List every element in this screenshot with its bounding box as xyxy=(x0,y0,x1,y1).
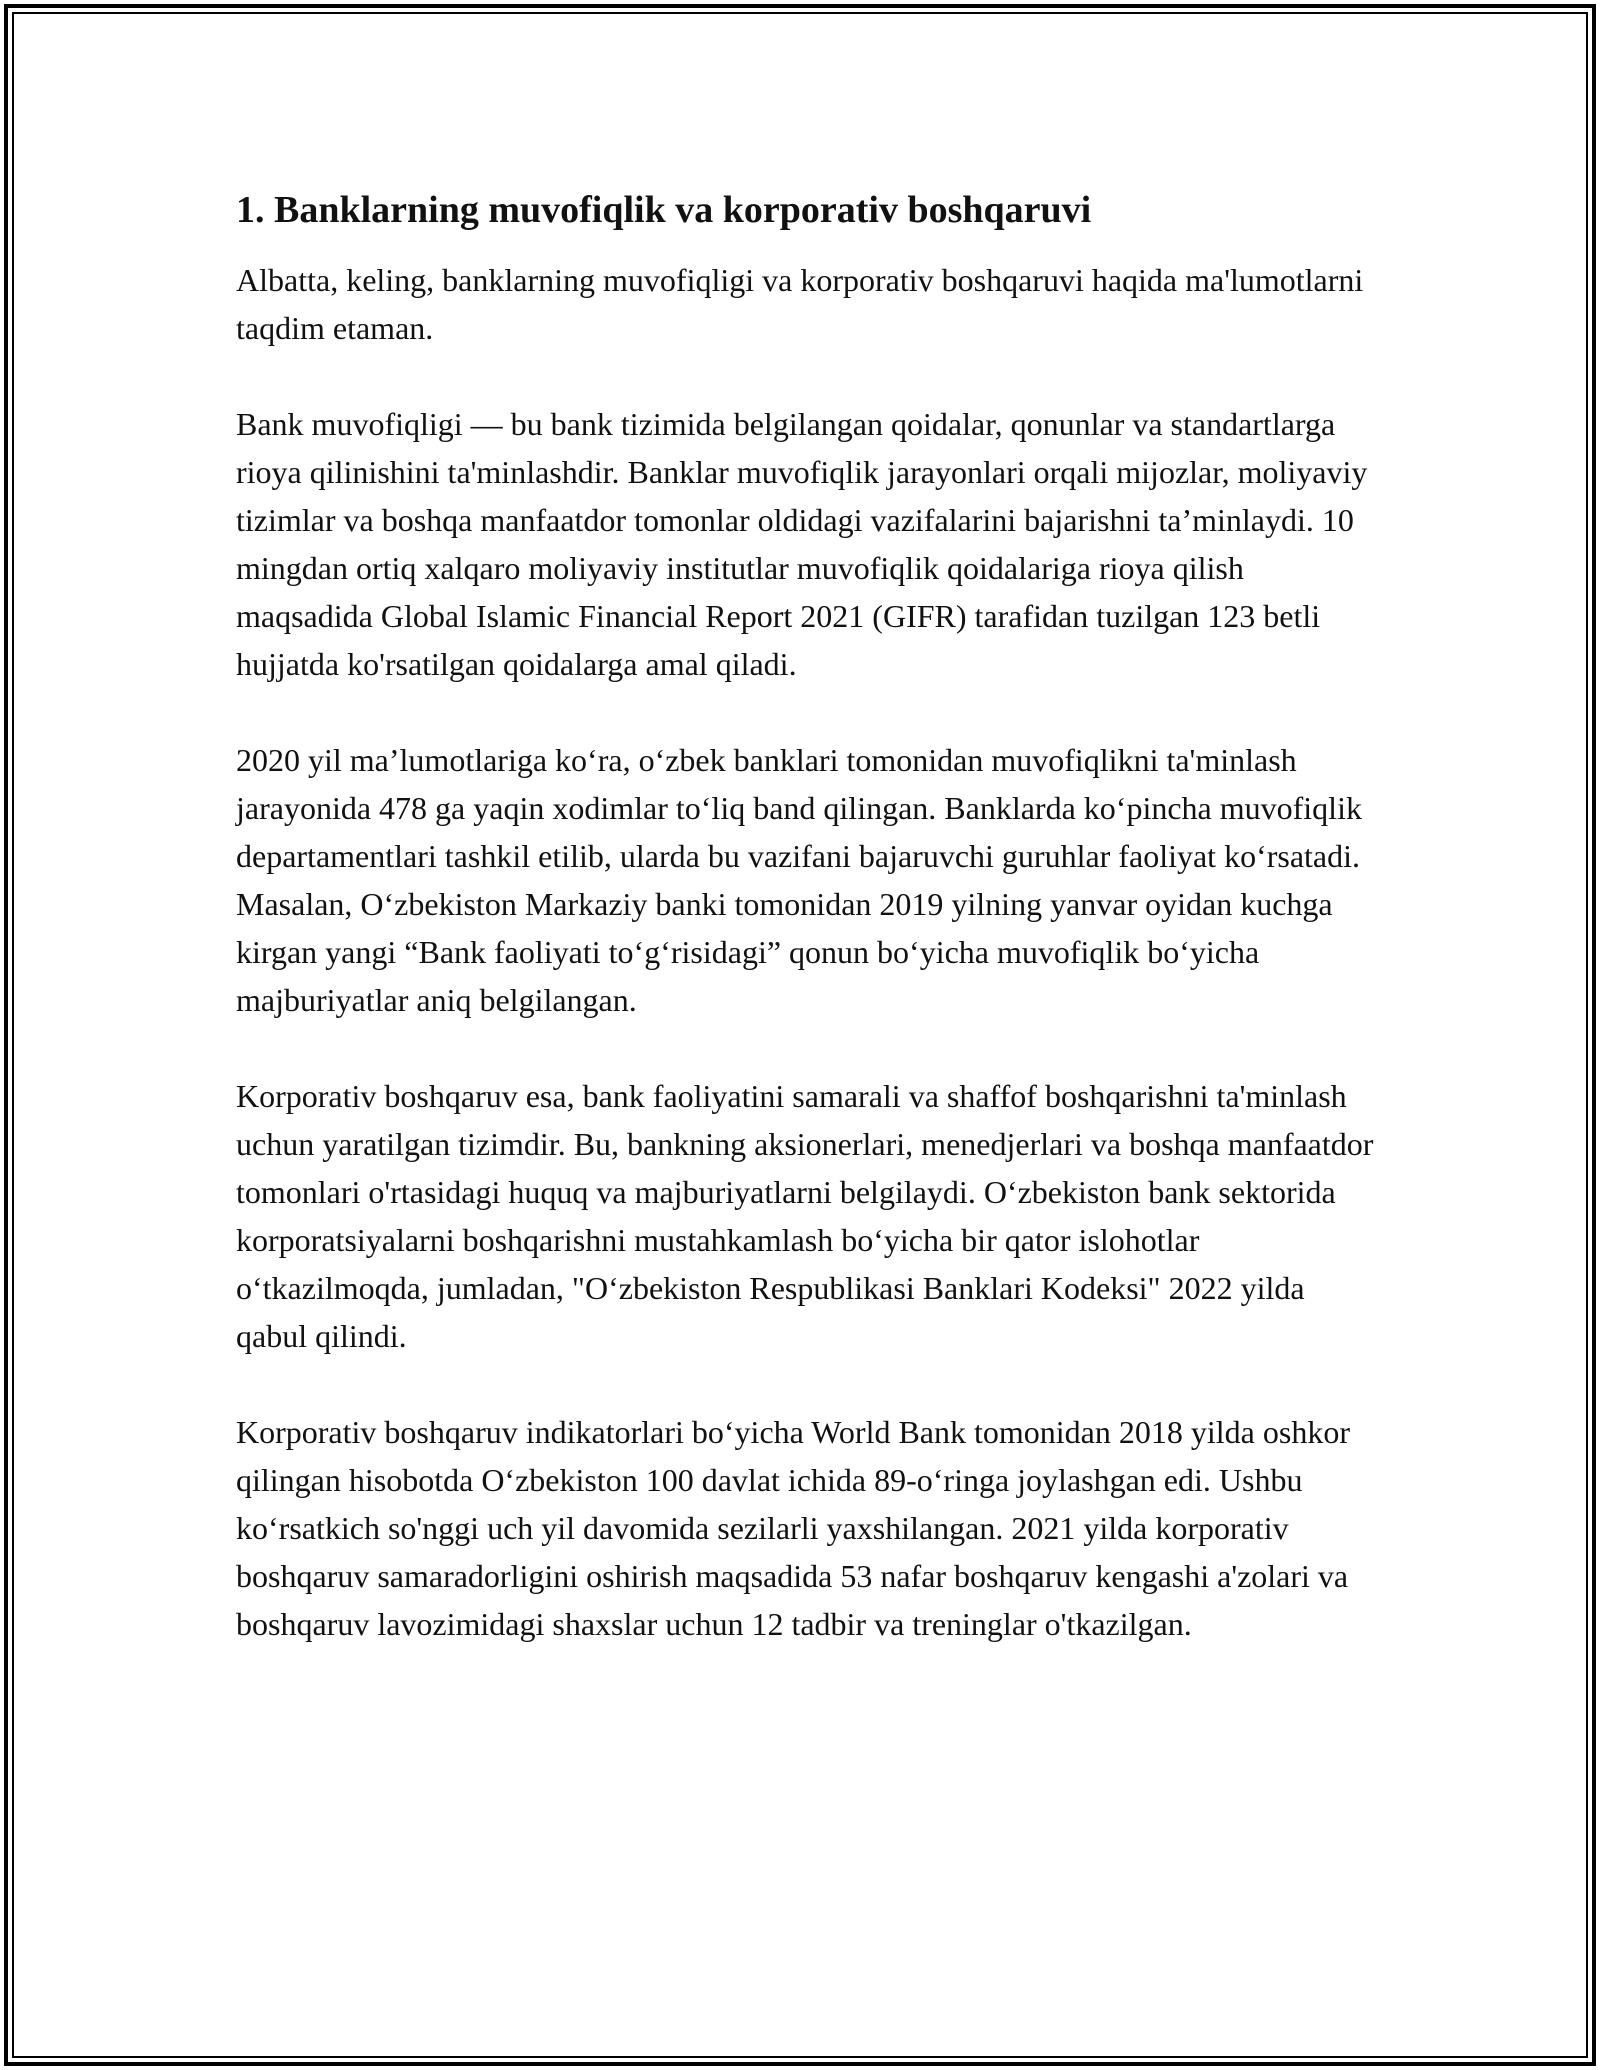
paragraph-corporate-governance: Korporativ boshqaruv esa, bank faoliyatini samarali va shaffof boshqarishni ta'minlash uchun yaratilgan tizimdir. Bu, bankning aksionerlari, menedjerlari va boshqa manfaatdor tomonlari o'rtasidagi huquq va majburiyatlarni belgilaydi. O‘zbekiston bank sektorida korporatsiyalarni boshqarishni mustahkamlash bo‘yicha bir qator islohotlar o‘tkazilmoqda, jumladan, "O‘zbekiston Respublikasi Banklari Kodeksi" 2022 yilda qabul qilindi. xyxy=(236,1078,1374,1354)
document-body xyxy=(236,186,1376,1696)
paragraph-bank-compliance: Bank muvofiqligi — bu bank tizimida belgilangan qoidalar, qonunlar va standartlarga rioya qilinishini ta'minlashdir. Banklar muvofiqlik jarayonlari orqali mijozlar, moliyaviy tizimlar va boshqa manfaatdor tomonlar oldidagi vazifalarini bajarishni ta’minlaydi. 10 mingdan ortiq xalqaro moliyaviy institutlar muvofiqlik qoidalariga rioya qilish maqsadida Global Islamic Financial Report 2021 (GIFR) tarafidan tuzilgan 123 betli hujjatda ko'rsatilgan qoidalarga amal qiladi. xyxy=(236,406,1368,682)
paragraph-intro: Albatta, keling, banklarning muvofiqligi va korporativ boshqaruvi haqida ma'lumotlarni taqdim etaman. xyxy=(236,262,1364,346)
paragraph-uzbek-banks-2020: 2020 yil ma’lumotlariga ko‘ra, o‘zbek banklari tomonidan muvofiqlikni ta'minlash jarayonida 478 ga yaqin xodimlar to‘liq band qilingan. Banklarda ko‘pincha muvofiqlik departamentlari tashkil etilib, ularda bu vazifani bajaruvchi guruhlar faoliyat ko‘rsatadi. Masalan, O‘zbekiston Markaziy banki tomonidan 2019 yilning yanvar oyidan kuchga kirgan yangi “Bank faoliyati to‘g‘risidagi” qonun bo‘yicha muvofiqlik bo‘yicha majburiyatlar aniq belgilangan. xyxy=(236,742,1362,1018)
paragraph-governance-indicators: Korporativ boshqaruv indikatorlari bo‘yicha World Bank tomonidan 2018 yilda oshkor qilingan hisobotda O‘zbekiston 100 davlat ichida 89-o‘ringa joylashgan edi. Ushbu ko‘rsatkich so'nggi uch yil davomida sezilarli yaxshilangan. 2021 yilda korporativ boshqaruv samaradorligini oshirish maqsadida 53 nafar boshqaruv kengashi a'zolari va boshqaruv lavozimidagi shaxslar uchun 12 tadbir va treninglar o'tkazilgan. xyxy=(236,1414,1350,1642)
document-title: 1. Banklarning muvofiqlik va korporativ boshqaruvi xyxy=(236,189,1092,231)
